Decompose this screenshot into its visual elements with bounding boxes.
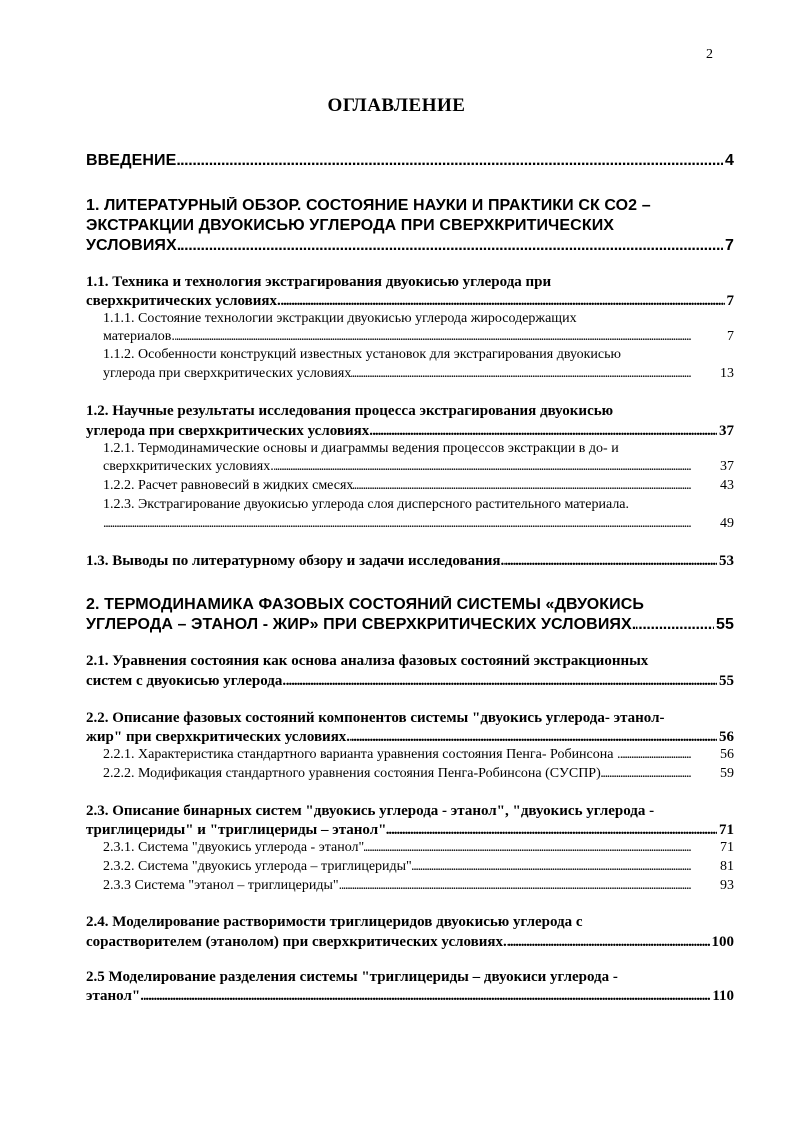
toc-entry-2-3-1[interactable]: . . . 71 2.3.1. Система "двуокись углерода - этанол" xyxy=(103,840,734,856)
toc-entry-1-1-1-line1[interactable]: 1.1.1. Состояние технологии экстракции двуокисью углерода жиросодержащих xyxy=(103,311,577,326)
toc-entry-2-3-2[interactable]: . . . 81 2.3.2. Система "двуокись углерода – триглицериды" xyxy=(103,859,734,875)
toc-entry-2-2-1[interactable]: . . . 56 2.2.1. Характеристика стандартного варианта уравнения состояния Пенга- Робинсона . xyxy=(103,747,734,763)
toc-entry-2-2-line1[interactable]: 2.2. Описание фазовых состояний компонентов системы "двуокись углерода- этанол- xyxy=(86,710,665,726)
toc-entry-2-2-2[interactable]: . . . 59 2.2.2. Модификация стандартного уравнения состояния Пенга-Робинсона (СУСПР) xyxy=(103,766,734,782)
toc-entry-ch1-line2[interactable]: ЭКСТРАКЦИИ ДВУОКИСЬЮ УГЛЕРОДА ПРИ СВЕРХКРИТИЧЕСКИХ xyxy=(86,217,615,234)
toc-entry-1-1-1-line2[interactable]: . . . 7 материалов. xyxy=(103,329,734,345)
page-number: 2 xyxy=(706,47,713,62)
toc-entry-2-3-line1[interactable]: 2.3. Описание бинарных систем "двуокись углерода - этанол", "двуокись углерода - xyxy=(86,803,655,819)
toc-entry-1-1-line1[interactable]: 1.1. Техника и технология экстрагирования двуокисью углерода при xyxy=(86,274,552,290)
toc-entry-2-3-line2[interactable]: . . . 71 триглицериды" и "триглицериды – этанол" xyxy=(86,822,734,839)
toc-page: . . . 7 xyxy=(725,237,734,254)
toc-entry-1-2-3-line2[interactable]: . . . 49 xyxy=(103,516,734,532)
toc-entry-1-2-2[interactable]: . . . 43 1.2.2. Расчет равновесий в жидких смесях xyxy=(103,478,734,494)
toc-entry-1-2-1-line2[interactable]: . . . 37 сверхкритических условиях. xyxy=(103,459,734,475)
toc-entry-2-1-line1[interactable]: 2.1. Уравнения состояния как основа анализа фазовых состояний экстракционных xyxy=(86,653,649,669)
toc-entry-1-2-line2[interactable]: . . . 37 углерода при сверхкритических условиях. xyxy=(86,423,734,440)
toc-entry-2-5-line1[interactable]: 2.5 Моделирование разделения системы "триглицериды – двуокиси углерода - xyxy=(86,969,618,985)
toc-entry-intro[interactable] xyxy=(86,152,734,170)
toc-entry-1-1-2-line2[interactable]: . . . 13 углерода при сверхкритических условиях xyxy=(103,366,734,382)
toc-entry-1-2-1-line1[interactable]: 1.2.1. Термодинамические основы и диаграммы ведения процессов экстракции в до- и xyxy=(103,441,619,456)
toc-entry-ch1-line3[interactable]: . . . 7 УСЛОВИЯХ. xyxy=(86,237,734,255)
toc-entry-ch2-line2[interactable]: . . . 55 УГЛЕРОДА – ЭТАНОЛ - ЖИР» ПРИ СВЕРХКРИТИЧЕСКИХ УСЛОВИЯХ. xyxy=(86,616,734,634)
toc-entry-1-1-2-line1[interactable]: 1.1.2. Особенности конструкций известных установок для экстрагирования двуокисью xyxy=(103,347,621,362)
toc-entry-2-5-line2[interactable]: . . . 110 этанол". xyxy=(86,988,734,1005)
toc-entry-2-2-line2[interactable]: . . . 56 жир" при сверхкритических условиях. xyxy=(86,729,734,746)
toc-page: . . . 4 xyxy=(725,152,734,169)
toc-entry-1-1-line2[interactable]: . . . 7 сверхкритических условиях. xyxy=(86,293,734,310)
toc-entry-1-3[interactable]: . . . 53 1.3. Выводы по литературному обзору и задачи исследования. xyxy=(86,553,734,570)
toc-entry-2-4-line2[interactable]: . . . 100 сорастворителем (этанолом) при сверхкритических условиях. xyxy=(86,934,734,951)
toc-entry-1-2-3-line1[interactable]: 1.2.3. Экстрагирование двуокисью углерода слоя дисперсного растительного материала. xyxy=(103,497,630,512)
toc-entry-ch2-line1[interactable]: 2. ТЕРМОДИНАМИКА ФАЗОВЫХ СОСТОЯНИЙ СИСТЕМЫ «ДВУОКИСЬ xyxy=(86,596,644,613)
toc-entry-ch1-line1[interactable]: 1. ЛИТЕРАТУРНЫЙ ОБЗОР. СОСТОЯНИЕ НАУКИ И ПРАКТИКИ СК СО2 – xyxy=(86,197,651,214)
toc-entry-2-3-3[interactable]: . . . 93 2.3.3 Система "этанол – триглицериды". xyxy=(103,878,734,894)
toc-entry-2-1-line2[interactable]: . . . 55 систем с двуокисью углерода. xyxy=(86,673,734,690)
toc-entry-1-2-line1[interactable]: 1.2. Научные результаты исследования процесса экстрагирования двуокисью xyxy=(86,403,614,419)
page-title: ОГЛАВЛЕНИЕ xyxy=(327,95,466,116)
toc-text: ВВЕДЕНИЕ. xyxy=(86,152,181,169)
toc-entry-2-4-line1[interactable]: 2.4. Моделирование растворимости триглицеридов двуокисью углерода с xyxy=(86,914,583,930)
